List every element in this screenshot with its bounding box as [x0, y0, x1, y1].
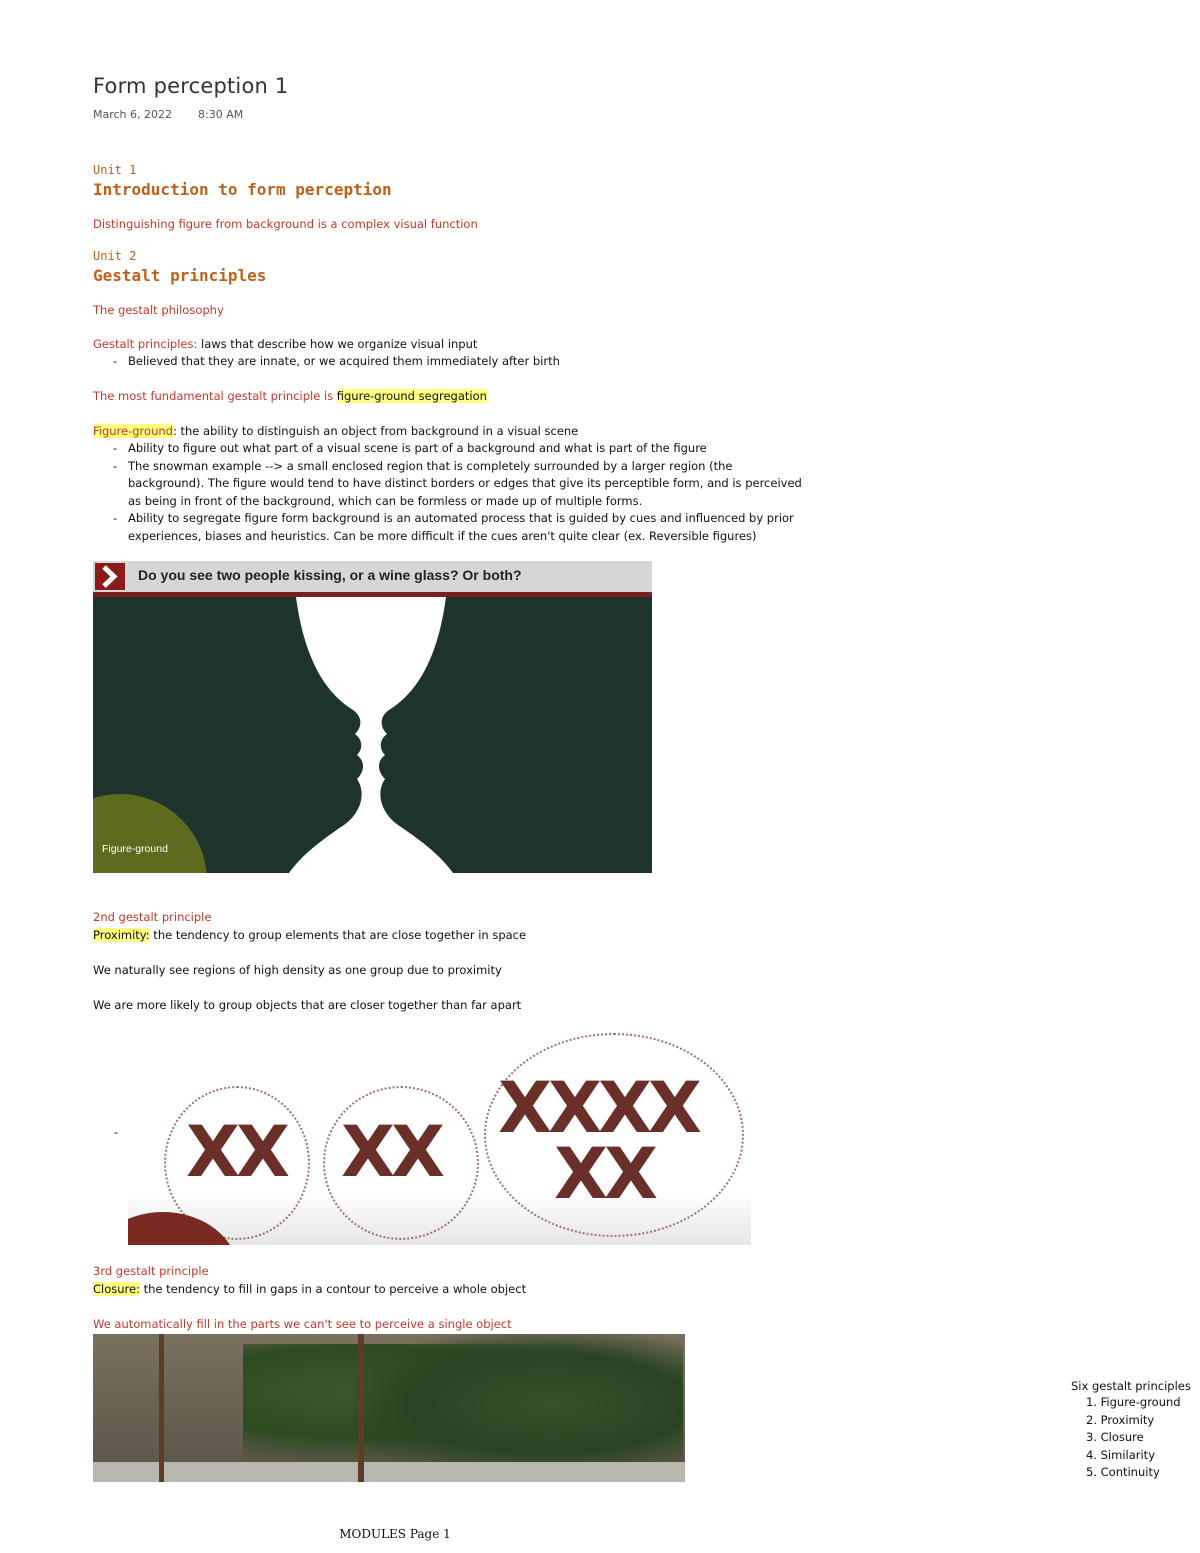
proximity-term: Proximity:	[93, 928, 150, 942]
figure-ground-slide	[93, 561, 652, 873]
figure-ground-bullets	[93, 440, 803, 545]
list-item: - Ability to figure out what part of a visual scene is part of a background and what is part of the figure	[93, 440, 803, 458]
page-date: March 6, 2022	[93, 108, 173, 121]
proximity-slide	[128, 1032, 751, 1245]
slide2-dash: -	[114, 1125, 119, 1139]
list-item: 3. Closure	[1086, 1430, 1144, 1444]
figure-ground-term: Figure-ground	[93, 424, 173, 438]
proximity-line	[93, 927, 526, 944]
unit1-label: Unit 1	[93, 163, 137, 177]
closure-term: Closure:	[93, 1282, 140, 1296]
proximity-line-2: We are more likely to group objects that are closer together than far apart	[93, 998, 522, 1012]
figure-ground-def: : the ability to distinguish an object from background in a visual scene	[172, 424, 579, 438]
list-item: 2. Proximity	[1086, 1412, 1155, 1427]
list-item: 5. Continuity	[1086, 1465, 1160, 1479]
tree-mass	[353, 1334, 683, 1474]
closure-photo	[93, 1334, 685, 1482]
unit2-label: Unit 2	[93, 249, 137, 263]
group-marks: XX	[341, 1111, 441, 1193]
principles-bullets	[93, 353, 793, 371]
fundamental-line	[93, 388, 487, 405]
fundamental-highlight: figure-ground segregation	[336, 389, 487, 403]
gestalt-philosophy: The gestalt philosophy	[93, 303, 224, 317]
six-principles-list	[1086, 1394, 1181, 1482]
pole	[358, 1334, 364, 1482]
list-item: 4. Similarity	[1086, 1447, 1155, 1462]
unit1-title: Introduction to form perception	[93, 180, 392, 199]
list-item: - The snowman example --> a small enclosed region that is completely surrounded by a larger region (the background). The figure would tend to have distinct borders or edges that give its perceptible form, and is perceived as being in front of the background, which can be formless or made up of multiple forms.	[93, 458, 803, 511]
list-item: 1. Figure-ground	[1086, 1395, 1181, 1409]
group-marks: XXXX	[498, 1067, 698, 1149]
slide-heading: Do you see two people kissing, or a wine glass? Or both?	[138, 567, 522, 583]
unit1-line: Distinguishing figure from background is a complex visual function	[93, 217, 478, 231]
page-footer: MODULES Page 1	[339, 1527, 451, 1541]
six-principles-title: Six gestalt principles	[1071, 1379, 1191, 1393]
proximity-def: the tendency to group elements that are close together in space	[149, 928, 527, 942]
third-principle-label: 3rd gestalt principle	[93, 1264, 209, 1278]
slide-badge: Figure-ground	[102, 843, 168, 855]
gestalt-principles-line	[93, 336, 477, 353]
group-marks: XX	[186, 1111, 286, 1193]
closure-line	[93, 1281, 526, 1298]
page-title: Form perception 1	[93, 74, 289, 98]
second-principle-label: 2nd gestalt principle	[93, 910, 212, 924]
gestalt-principles-def: laws that describe how we organize visual input	[197, 337, 478, 351]
unit2-title: Gestalt principles	[93, 266, 267, 285]
ground-strip	[93, 1462, 685, 1482]
list-item: - Believed that they are innate, or we acquired them immediately after birth	[93, 353, 793, 371]
group-marks: XX	[554, 1133, 654, 1215]
page-meta	[93, 108, 243, 121]
closure-note: We automatically fill in the parts we can't see to perceive a single object	[93, 1317, 512, 1331]
closure-def: the tendency to fill in gaps in a contour to perceive a whole object	[139, 1282, 527, 1296]
fundamental-prefix: The most fundamental gestalt principle is	[93, 389, 337, 403]
list-item: - Ability to segregate figure form background is an automated process that is guided by cues and influenced by prior experiences, biases and heuristics. Can be more difficult if the cues aren't quite clear (ex. Reversible figures)	[93, 510, 803, 545]
chevron-icon	[95, 563, 125, 590]
pole	[159, 1334, 164, 1482]
proximity-line-1: We naturally see regions of high density as one group due to proximity	[93, 963, 502, 977]
page-time: 8:30 AM	[198, 108, 244, 121]
gestalt-principles-term: Gestalt principles:	[93, 337, 198, 351]
figure-ground-line	[93, 423, 578, 440]
